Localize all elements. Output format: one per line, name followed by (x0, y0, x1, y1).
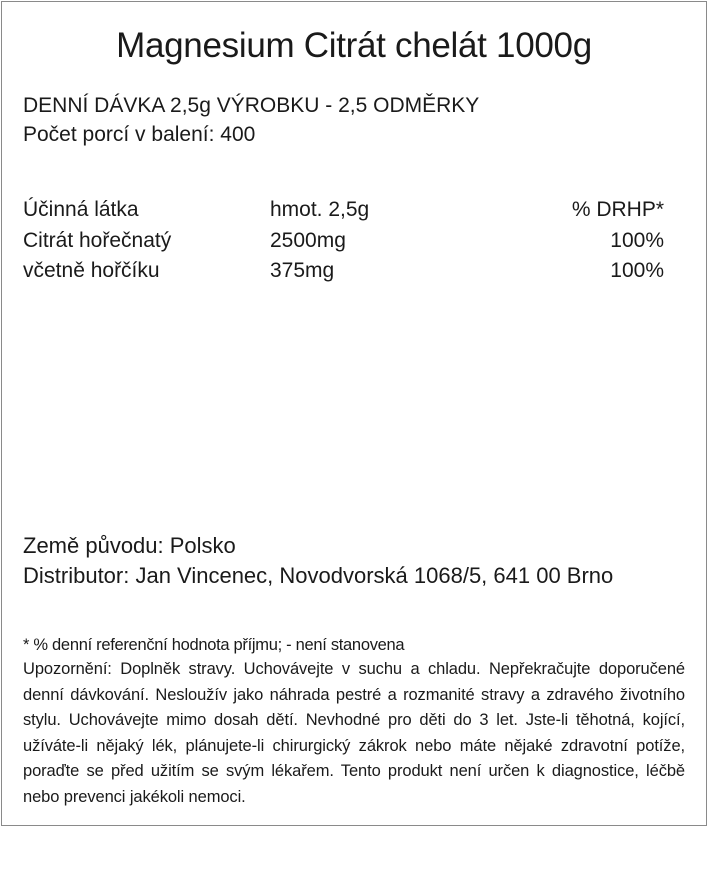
drhp-footnote: * % denní referenční hodnota příjmu; - není stanovena (23, 636, 405, 654)
table-row (23, 228, 664, 254)
row-drhp: 100% (610, 259, 664, 282)
country-of-origin: Země původu: Polsko (23, 533, 236, 558)
header-ingredient: Účinná látka (23, 198, 139, 221)
distributor: Distributor: Jan Vincenec, Novodvorská 1068/5, 641 00 Brno (23, 563, 614, 588)
daily-dose: DENNÍ DÁVKA 2,5g VÝROBKU - 2,5 ODMĚRKY (23, 94, 480, 117)
row-ingredient: včetně hořčíku (23, 259, 160, 282)
servings-count: Počet porcí v balení: 400 (23, 123, 256, 146)
row-amount: 2500mg (270, 229, 346, 252)
warning-text: Upozornění: Doplněk stravy. Uchovávejte v suchu a chladu. Nepřekračujte doporučené denní dávkování. Nesloužív jako náhrada pestré a rozmanité stravy a zdravého životního stylu. Uchovávejte mimo dosah dětí. Nevhodné pro děti do 3 let. Jste-li těhotná, kojící, užíváte-li nějaký lék, plánujete-li chirurgický zákrok nebo máte nějaké zdravotní potíže, poraďte se před užitím se svým lékařem. Tento produkt není určen k diagnostice, léčbě nebo prevenci jakékoli nemoci. (23, 660, 685, 806)
table-header (23, 197, 664, 223)
row-drhp: 100% (610, 229, 664, 252)
product-title: Magnesium Citrát chelát 1000g (116, 26, 592, 65)
header-amount: hmot. 2,5g (270, 198, 370, 221)
product-label (1, 1, 707, 826)
table-row (23, 258, 664, 284)
header-drhp: % DRHP* (571, 198, 664, 221)
row-amount: 375mg (270, 259, 335, 282)
row-ingredient: Citrát hořečnatý (23, 229, 172, 252)
